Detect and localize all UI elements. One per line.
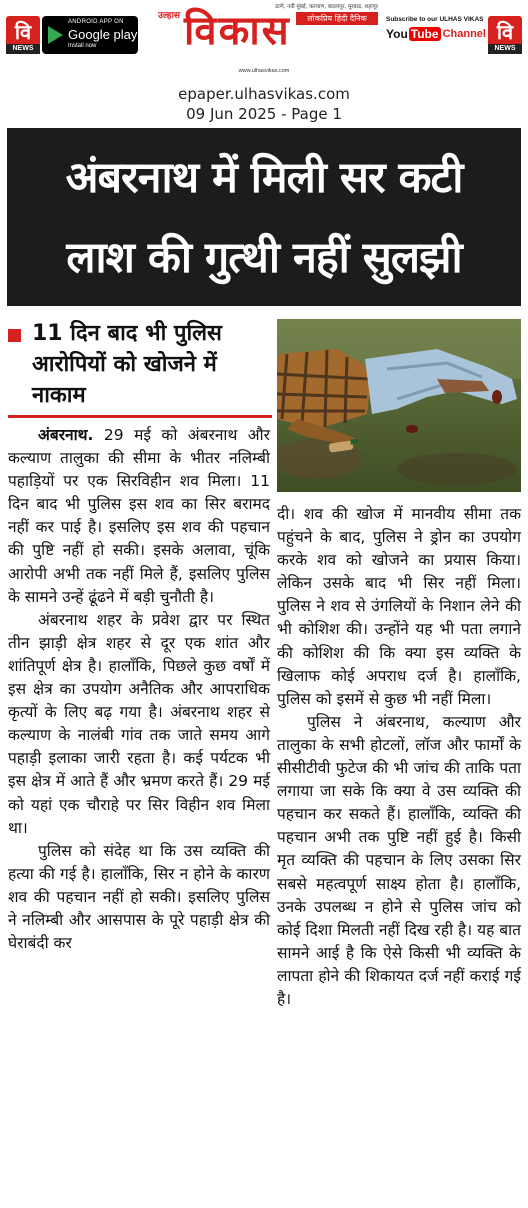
- article-paragraph: [8, 424, 270, 609]
- logo-glyph: वि: [496, 20, 514, 44]
- article-paragraph: पुलिस ने अंबरनाथ, कल्याण और तालुका के सभी होटलों, लॉज और फार्मों के सीसीटीवी फुटेज की भी जांच की ताकि पता लगाया जा सके कि क्या वे उस व्यक्ति की पहचान कर सकते हैं। हालाँकि, व्यक्ति की पहचान अभी तक पुष्टि नहीं हुई है। किसी मृत व्यक्ति की पहचान के लिए उसका सिर सबसे महत्वपूर्ण साक्ष्य होता है। हालाँकि, उनके उपलब्ध न होने से पुलिस जांच को कोई दिशा मिलती नहीं दिख रही है। यह बात सामने आई है कि ऐसे किसी भी व्यक्ति के लापता होने की शिकायत दर्ज नहीं कराई गई है।: [277, 712, 521, 1008]
- vikas-news-logo-right[interactable]: [488, 16, 522, 54]
- article-paragraph: दी। शव की खोज में मानवीय सीमा तक पहुंचने के बाद, पुलिस ने ड्रोन का उपयोग करके शव को खोजने का प्रयास किया। लेकिन उसके बाद भी सिर नहीं मिला। पुलिस ने शव से उंगलियों के निशान लेने की भी कोशिश की। उन्होंने यह भी पता लगाने की कोशिश की कि क्या इस व्यक्ति के खिलाफ कोई अपराध दर्ज है। हालाँकि, पुलिस को इसमें से कुछ भी नहीं मिला।: [277, 505, 521, 708]
- newspaper-brand: [150, 2, 378, 76]
- article-paragraph: अंबरनाथ शहर के प्रवेश द्वार पर स्थित तीन झाड़ी क्षेत्र शहर से दूर एक शांत और शांतिपूर्ण क्षेत्र है। हालाँकि, पिछले कुछ वर्षों में इस क्षेत्र का उपयोग अनैतिक और आपराधिक कृत्यों के लिए बढ़ गया है। अंबरनाथ शहर से कल्याण के नालंबी गांव तक जाते समय आगे पहाड़ी इलाका जारी रहता है। कई पर्यटक भी इस क्षेत्र में आते हैं और भ्रमण करते हैं। 29 मई को यहां एक चौराहे पर सिर विहीन शव मिला था।: [8, 610, 270, 837]
- subhead-text: 11 दिन बाद भी पुलिस आरोपियों को खोजने में नाकाम: [32, 321, 222, 408]
- play-badge-big-text: Google play: [68, 27, 138, 42]
- logo-glyph: वि: [14, 20, 32, 44]
- logo-news-label: NEWS: [488, 44, 522, 54]
- epaper-site[interactable]: epaper.ulhasvikas.com: [178, 85, 350, 103]
- subhead-divider: [8, 415, 272, 418]
- news-photo: [277, 319, 521, 492]
- article-dateline: अंबरनाथ.: [38, 426, 94, 444]
- epaper-info: [0, 84, 528, 124]
- brand-descriptor: लोकप्रिय हिंदी दैनिक: [296, 12, 378, 25]
- brand-tagline: ठाणे, नवी मुंबई, कल्याण, बदलापूर, मुरबाड, शहापूर: [275, 4, 378, 10]
- subhead-bullet-icon: [8, 329, 21, 342]
- google-play-badge[interactable]: [42, 16, 138, 54]
- headline-line-1: अंबरनाथ में मिली सर कटी: [65, 153, 463, 203]
- article-paragraph: पुलिस को संदेह था कि उस व्यक्ति की हत्या की गई है। हालाँकि, सिर न होने के कारण शव की पहचान नहीं हो सकी। इसलिए पुलिस ने नलिम्बी और आसपास के पूरे पहाड़ी क्षेत्र की घेराबंदी कर: [8, 841, 270, 953]
- play-store-icon: [48, 26, 63, 44]
- youtube-channel-label: Channel: [442, 28, 486, 40]
- youtube-tube: Tube: [410, 27, 439, 41]
- brand-url: www.ulhasvikas.com: [238, 68, 290, 74]
- epaper-date-page: 09 Jun 2025 - Page 1: [186, 105, 342, 123]
- brand-name-text: विकास: [184, 8, 291, 54]
- play-badge-install-text: Install now: [68, 43, 97, 49]
- brand-small-title: उल्हास: [158, 11, 181, 21]
- article-column-left: [8, 424, 270, 955]
- headline-line-2: लाश की गुत्थी नहीं सुलझी: [66, 233, 462, 283]
- headline: [7, 138, 521, 298]
- youtube-channel-row: [386, 27, 488, 41]
- play-badge-small-text: ANDROID APP ON: [68, 19, 124, 25]
- vikas-news-logo-left[interactable]: [6, 16, 40, 54]
- article-paragraph-text: 29 मई को अंबरनाथ और कल्याण तालुका की सीमा के भीतर नलिम्बी पहाड़ियों पर एक सिरविहीन शव मिला। 11 दिन बाद भी पुलिस इस शव का सिर बरामद नहीं कर पाई है। इसलिए इस शव की पहचान की पुष्टि नहीं हो सकी। इसके अलावा, चूंकि आरोपी अभी तक नहीं मिले हैं, इसलिए पुलिस के सामने उन्हें ढूंढने में बड़ी चुनौती है।: [8, 426, 270, 606]
- youtube-subscribe-text: Subscribe to our ULHAS VIKAS: [386, 16, 484, 23]
- youtube-you: You: [386, 27, 408, 41]
- logo-news-label: NEWS: [6, 44, 40, 54]
- article-column-right: [277, 503, 521, 1011]
- headline-box: [7, 128, 521, 306]
- crime-scene-photo-illustration: [277, 319, 521, 492]
- masthead: [0, 0, 528, 78]
- youtube-subscribe-banner[interactable]: [386, 16, 488, 56]
